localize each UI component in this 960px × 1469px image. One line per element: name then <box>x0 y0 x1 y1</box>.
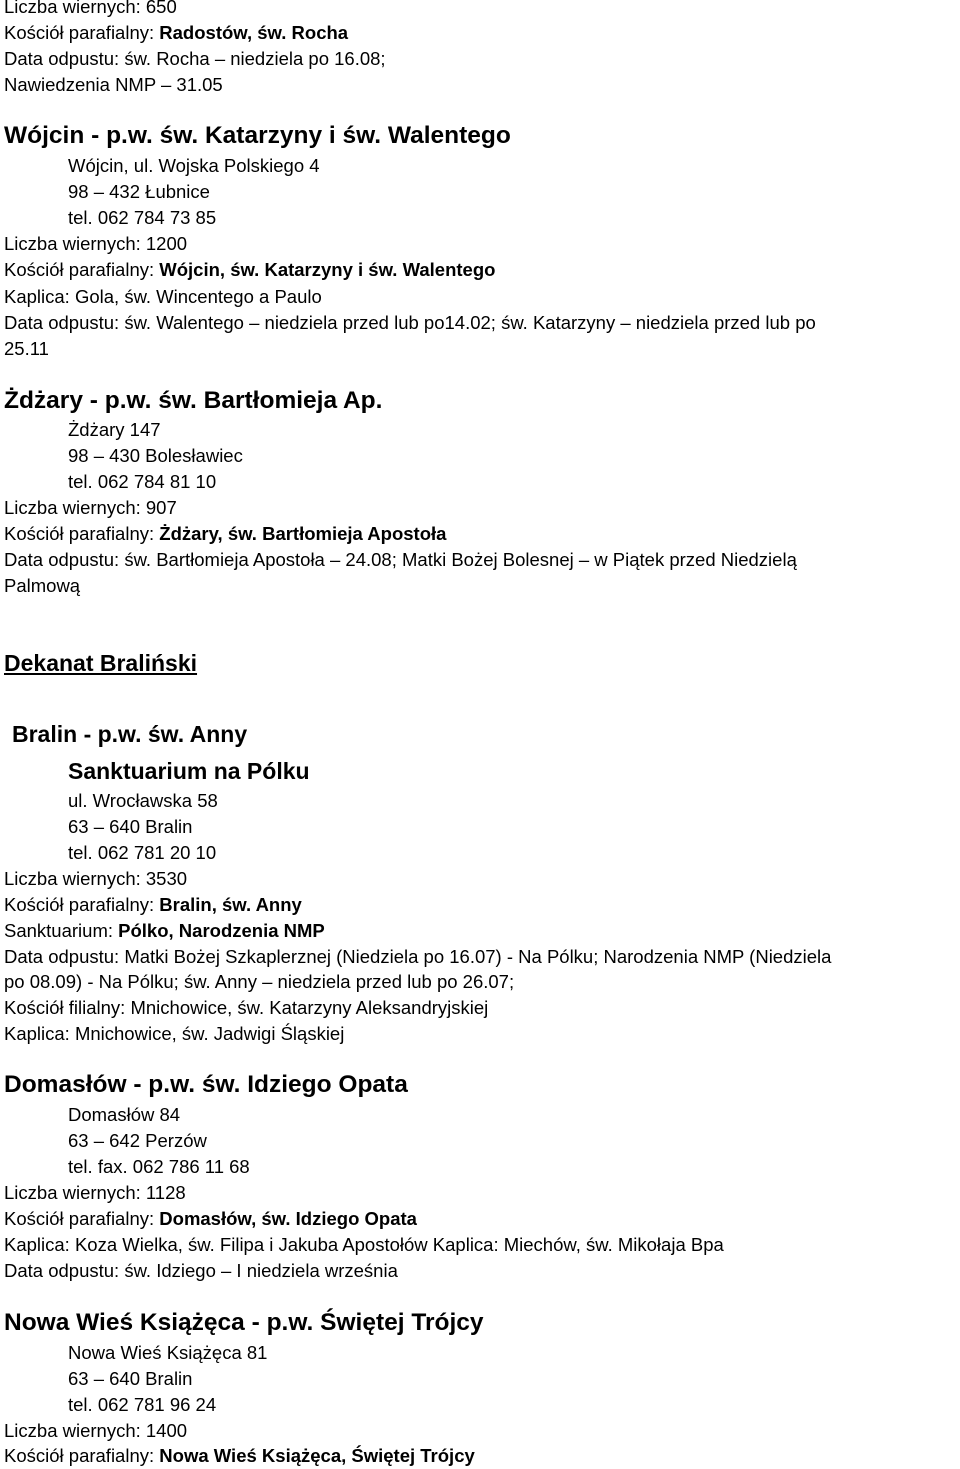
wojcin-postal: 98 – 432 Łubnice <box>68 181 210 202</box>
nowawies-church-label: Kościół parafialny: <box>4 1445 160 1466</box>
bralin-address: ul. Wrocławska 58 <box>68 790 218 811</box>
bralin-church <box>4 892 302 918</box>
bralin-church-name: Bralin, św. Anny <box>159 894 302 915</box>
domaslow-phone: tel. fax. 062 786 11 68 <box>68 1156 250 1177</box>
domaslow-chapels: Kaplica: Koza Wielka, św. Filipa i Jakuba Apostołów Kaplica: Miechów, św. Mikołaja Bpa <box>4 1234 724 1255</box>
zdzary-count: Liczba wiernych: 907 <box>4 497 177 518</box>
top-fair-2: Nawiedzenia NMP – 31.05 <box>4 74 223 95</box>
domaslow-church-name: Domasłów, św. Idziego Opata <box>159 1208 417 1229</box>
bralin-church-label: Kościół parafialny: <box>4 894 160 915</box>
zdzary-phone: tel. 062 784 81 10 <box>68 471 217 492</box>
bralin-postal: 63 – 640 Bralin <box>68 816 193 837</box>
deanery-heading: Dekanat Braliński <box>4 650 198 676</box>
bralin-sanctuary-title: Sanktuarium na Pólku <box>68 758 310 784</box>
bralin-phone: tel. 062 781 20 10 <box>68 842 217 863</box>
nowawies-address: Nowa Wieś Książęca 81 <box>68 1342 268 1363</box>
wojcin-church-label: Kościół parafialny: <box>4 259 160 280</box>
wojcin-title: Wójcin - p.w. św. Katarzyny i św. Walentego <box>4 122 511 149</box>
nowawies-postal: 63 – 640 Bralin <box>68 1368 193 1389</box>
bralin-sanctuary-label: Sanktuarium: <box>4 920 119 941</box>
zdzary-address: Żdżary 147 <box>68 419 161 440</box>
top-church-name: Radostów, św. Rocha <box>159 22 349 43</box>
zdzary-fair-1: Data odpustu: św. Bartłomieja Apostoła – 24.08; Matki Bożej Bolesnej – w Piątek przed Niedzielą <box>4 549 797 570</box>
bralin-sanctuary-name: Pólko, Narodzenia NMP <box>118 920 325 941</box>
bralin-count: Liczba wiernych: 3530 <box>4 868 188 889</box>
bralin-filial: Kościół filialny: Mnichowice, św. Katarzyny Aleksandryjskiej <box>4 997 489 1018</box>
bralin-fair-2: po 08.09) - Na Pólku; św. Anny – niedziela przed lub po 26.07; <box>4 971 515 992</box>
wojcin-chapel: Kaplica: Gola, św. Wincentego a Paulo <box>4 286 322 307</box>
bralin-title: Bralin - p.w. św. Anny <box>12 721 248 747</box>
nowawies-title: Nowa Wieś Książęca - p.w. Świętej Trójcy <box>4 1309 484 1336</box>
top-count: Liczba wiernych: 650 <box>4 0 177 17</box>
wojcin-fair-1: Data odpustu: św. Walentego – niedziela przed lub po14.02; św. Katarzyny – niedziela przed lub po <box>4 312 816 333</box>
zdzary-church-label: Kościół parafialny: <box>4 523 160 544</box>
wojcin-count: Liczba wiernych: 1200 <box>4 233 188 254</box>
zdzary-title: Żdżary - p.w. św. Bartłomieja Ap. <box>4 387 383 414</box>
zdzary-church-name: Żdżary, św. Bartłomieja Apostoła <box>159 523 447 544</box>
bralin-chapel: Kaplica: Mnichowice, św. Jadwigi Śląskiej <box>4 1023 345 1044</box>
domaslow-postal: 63 – 642 Perzów <box>68 1130 207 1151</box>
wojcin-church-name: Wójcin, św. Katarzyny i św. Walentego <box>159 259 496 280</box>
domaslow-church-label: Kościół parafialny: <box>4 1208 160 1229</box>
nowawies-phone: tel. 062 781 96 24 <box>68 1394 217 1415</box>
domaslow-church <box>4 1206 417 1232</box>
top-church-label: Kościół parafialny: <box>4 22 160 43</box>
top-fair-1: Data odpustu: św. Rocha – niedziela po 16.08; <box>4 48 386 69</box>
domaslow-count: Liczba wiernych: 1128 <box>4 1182 186 1203</box>
bralin-sanctuary <box>4 918 325 944</box>
zdzary-postal: 98 – 430 Bolesławiec <box>68 445 243 466</box>
domaslow-address: Domasłów 84 <box>68 1104 181 1125</box>
wojcin-phone: tel. 062 784 73 85 <box>68 207 217 228</box>
zdzary-fair-2: Palmową <box>4 575 81 596</box>
top-church <box>4 20 348 46</box>
bralin-fair-1: Data odpustu: Matki Bożej Szkaplerznej (Niedziela po 16.07) - Na Pólku; Narodzenia NMP (Niedziela <box>4 946 832 967</box>
nowawies-church-name: Nowa Wieś Książęca, Świętej Trójcy <box>159 1445 475 1466</box>
domaslow-fair: Data odpustu: św. Idziego – I niedziela września <box>4 1260 398 1281</box>
wojcin-church <box>4 257 495 283</box>
nowawies-church <box>4 1443 475 1469</box>
zdzary-church <box>4 521 446 547</box>
wojcin-address: Wójcin, ul. Wojska Polskiego 4 <box>68 155 320 176</box>
domaslow-title: Domasłów - p.w. św. Idziego Opata <box>4 1071 408 1098</box>
nowawies-count: Liczba wiernych: 1400 <box>4 1420 188 1441</box>
wojcin-fair-2: 25.11 <box>4 338 49 359</box>
